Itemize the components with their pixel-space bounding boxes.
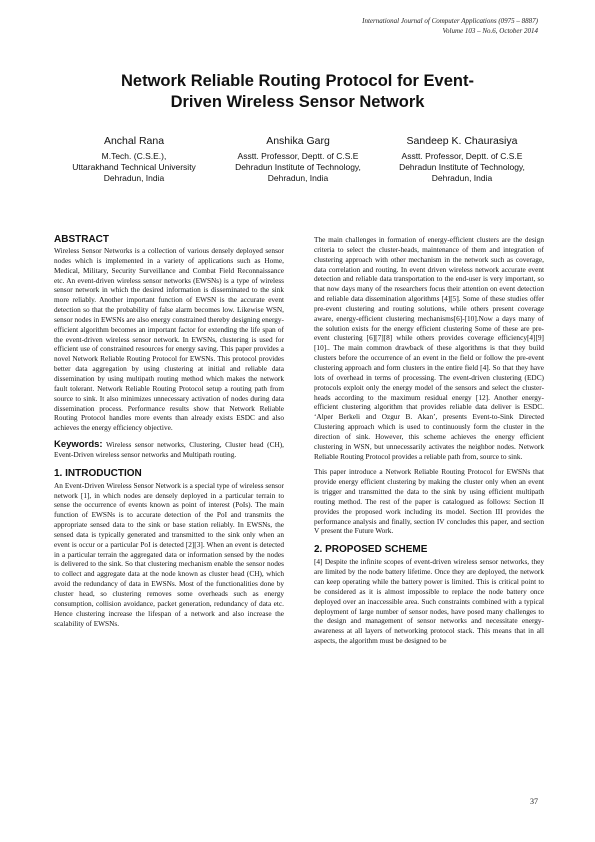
author-affiliation-line: Dehradun Institute of Technology, bbox=[399, 162, 525, 172]
body-paragraph: The main challenges in formation of energy-efficient clusters are the design criteria to select the cluster-heads, maintenance of them and integration of clustering approach with other mechanism in the network such as coverage, data correlation and routing. In event driven wireless network accurate event detection and reliable data transportation to the end-user is very important, so that now days many of the researchers focus their attention on event detection and reliable data dissemination algorithms [4][5]. Some of these studies offer pre-event clustering and routing solutions, while others present coverage aware, energy-efficient clustering mechanisms[6]-[10].Now a days many of the solution exists for the energy efficient clustering Some of these are pre-event clustering [6][7][8] while others provides coverage efficiency[4][9][10].. The main common drawback of these algorithms is that they build clusters before the occurrence of an event in the field or follow the pre-event clustering approach and form clusters in the entire field [4]. So that they have lots of overhead in terms of processing. The event-driven clustering (EDC) protocols exploit only the energy model of the sensors and select the cluster-heads according to the maximum residual energy [12]. Another energy-efficient clustering algorithm that provides reliable data deliver is ESDC. ‘Alper Berkeli and Ozgur B. Akan’, presents Event-to-Sink Directed Clustering approach which is used to continuously form the cluster in the direction of sink. However, this scheme achieves the energy efficient clustering in WSN, but unnecessarily activates the neighbor nodes. Network Reliable Routing Protocol provides a reliable path from, source to sink. bbox=[314, 235, 544, 461]
abstract-heading: ABSTRACT bbox=[54, 234, 109, 245]
author-affiliation-line: Asstt. Professor, Deptt. of C.S.E bbox=[401, 151, 523, 161]
author-affiliation-line: Uttarakhand Technical University bbox=[72, 162, 196, 172]
author-affiliation-line: M.Tech. (C.S.E.), bbox=[101, 151, 167, 161]
introduction-heading: 1. INTRODUCTION bbox=[54, 467, 142, 479]
author-name: Sandeep K. Chaurasiya bbox=[406, 135, 518, 147]
left-column bbox=[54, 234, 284, 628]
page-number: 37 bbox=[530, 797, 538, 806]
author-affiliation-line: Dehradun, India bbox=[431, 173, 493, 183]
author-1 bbox=[54, 134, 214, 184]
keywords-label: Keywords: bbox=[54, 439, 103, 451]
proposed-scheme-heading: 2. PROPOSED SCHEME bbox=[314, 544, 428, 556]
proposed-scheme-section bbox=[314, 544, 544, 646]
introduction-section bbox=[54, 468, 284, 629]
author-affiliation-line: Dehradun, India bbox=[267, 173, 329, 183]
proposed-scheme-text: [4] Despite the infinite scopes of event-driven wireless sensor networks, they are limited by the node battery lifetime. Once they are deployed, the network can keep operating while the battery power is limited. This is critical point to be considered as it is almost impossible to replace the node battery once deployed over an inaccessible area. Such constraints combined with a typical deployment of large number of sensor nodes, have posed many challenges to the design and management of sensor networks and necessitate energy-awareness at all layers of networking protocol stack. This means that in all aspects, the algorithm must be designed to be bbox=[314, 557, 544, 646]
introduction-text: An Event-Driven Wireless Sensor Network is a special type of wireless sensor network [1], in which nodes are densely deployed in a particular terrain to sense the occurrence of events known as point of interest (PoIs). The main function of EWSNs is to accurate detection of the PoI and transmits the appropriate sensed data to the sink or base station reliably. In EWSNs, the sensed data is typically generated and transmitted to the sink only when an event is occur or a particular PoI is detected [2][3]. When an event is detected in a particular terrain the aggregated data or information sensed by the nodes is delivered to the sink. So that clustering mechanism enable the sensor nodes to collect and aggregate data at the node known as cluster head (CH), which avoid the redundancy of data in EWSNs. Most of the functionalities done by cluster head, so clustering removes some overheads such as energy consumption, collision avoidance, packet generation, redundancy of data etc. Hence clustering increase the lifespan of a network and also increase the scalability of EWSNs. bbox=[54, 480, 284, 628]
author-2 bbox=[218, 134, 378, 184]
author-affiliation-line: Asstt. Professor, Deptt. of C.S.E bbox=[237, 151, 359, 161]
author-affiliation-line: Dehradun, India bbox=[103, 173, 165, 183]
paper-title bbox=[60, 71, 535, 113]
keywords bbox=[54, 440, 284, 460]
author-affiliation-line: Dehradun Institute of Technology, bbox=[235, 162, 361, 172]
title-line-2: Driven Wireless Sensor Network bbox=[170, 93, 425, 111]
author-block bbox=[54, 134, 542, 184]
keywords-text: Wireless sensor networks, Clustering, Cluster head (CH), Event-Driven wireless sensor networks and Multipath routing. bbox=[54, 440, 284, 459]
body-paragraph: This paper introduce a Network Reliable Routing Protocol for EWSNs that provide energy efficient clustering by making the cluster only when an event is trigger and transmitted the data to the sink by using efficient multipath routing method. The rest of the paper is catalogued as follows: Section II provides the proposed work including its model. Section III provides the performance analysis and finally, section IV concludes this paper, and section V present the Future Work. bbox=[314, 467, 544, 536]
abstract-text: Wireless Sensor Networks is a collection of various densely deployed sensor nodes which is implemented in a variety of applications such as Home, Medical, Military, Security Surveillance and Combat Field Reconnaissance etc. An event-driven wireless sensor networks (EWSNs) is a type of wireless sensor network in which the desired information is disseminated to the sink more reliably. Another important function of EWSN is the accurate event detection so that the probability of false alarm becomes low. Likewise WSN, sensor nodes in EWSNs are also energy constrained thereby designing energy-efficient algorithm becomes an important factor for extending the life span of the event-driven wireless sensor network. In EWSNs, clustering is used for efficient use of constrained resources for energy saving. This paper provides a novel Network Reliable Routing Protocol for EWSNs. This protocol provides better data aggregation by using clustering at initial and reliable data dissemination by using multipath routing method which makes the network fault tolerant. Network Reliable Routing Protocol setup a routing path from source to sink. It also minimizes unnecessary activation of nodes during data dissemination process. Performance results show that Network Reliable Routing Protocol handles more events than already exists ESDC and also achieves the energy efficiency objective. bbox=[54, 246, 284, 433]
title-line-1: Network Reliable Routing Protocol for Event- bbox=[121, 72, 474, 90]
right-column bbox=[314, 235, 544, 646]
journal-name: International Journal of Computer Applications (0975 – 8887) bbox=[362, 17, 538, 25]
journal-header bbox=[362, 17, 538, 36]
author-name: Anchal Rana bbox=[103, 135, 165, 147]
journal-volume: Volume 103 – No.6, October 2014 bbox=[442, 26, 538, 35]
author-3 bbox=[382, 134, 542, 184]
author-name: Anshika Garg bbox=[266, 135, 330, 147]
